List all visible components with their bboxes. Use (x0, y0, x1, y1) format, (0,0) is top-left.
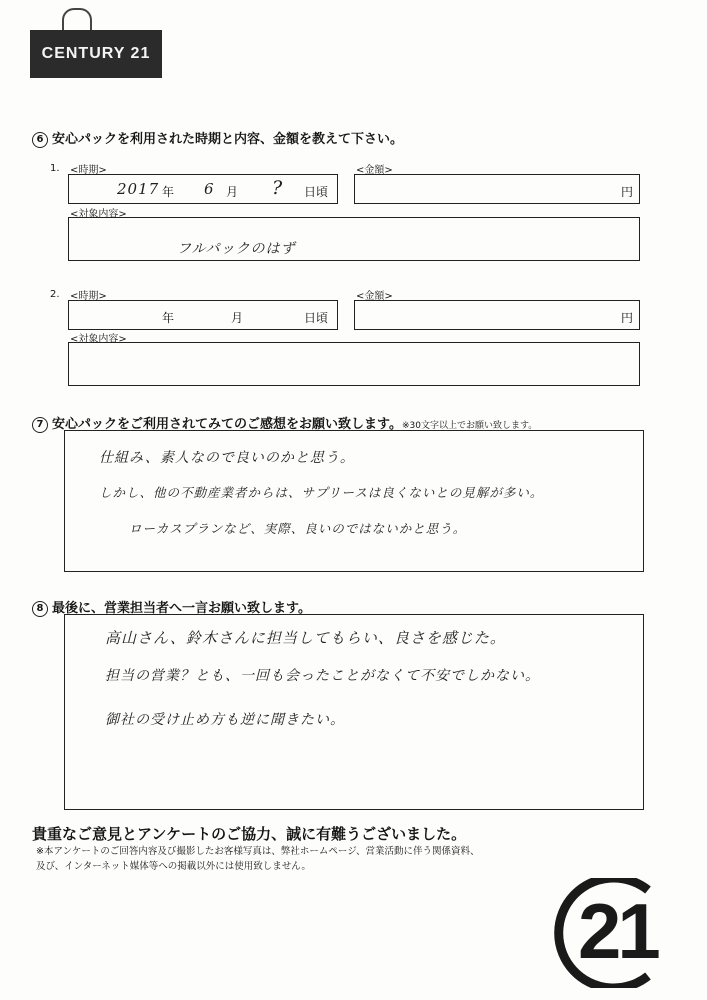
question-7-number: 7 (32, 417, 48, 433)
entry-2-amount-unit: 円 (620, 311, 633, 325)
entry-2-content-field[interactable] (68, 342, 640, 386)
entry-1-amount-unit: 円 (620, 185, 633, 199)
question-8-answer-line: 高山さん、鈴木さんに担当してもらい、良さを感じた。 (105, 629, 506, 647)
question-7-title: 7 安心パックをご利用されてみてのご感想をお願い致します。※30文字以上でお願い致します。 (32, 413, 537, 433)
disclaimer-line-2: 及び、インターネット媒体等への掲載以外には使用致しません。 (36, 861, 311, 872)
entry-1-amount-label: <金額> (356, 165, 393, 176)
question-7-answer-box[interactable] (64, 430, 644, 572)
entry-1-month-unit: 月 (226, 185, 239, 199)
entry-2-month-unit: 月 (231, 311, 244, 325)
question-7-answer-line: しかし、他の不動産業者からは、サプリースは良くないとの見解が多い。 (99, 485, 544, 500)
entry-2-index: 2. (50, 289, 60, 300)
entry-1-content-field[interactable] (68, 217, 640, 261)
entry-2-period-field[interactable] (68, 300, 338, 330)
entry-2-amount-label: <金額> (356, 291, 393, 302)
thanks-message: 貴重なご意見とアンケートのご協力、誠に有難うございました。 (32, 825, 467, 843)
question-8-answer-line: 担当の営業？とも、一回も会ったことがなくて不安でしかない。 (105, 668, 540, 684)
entry-1-amount-field[interactable] (354, 174, 640, 204)
entry-2-amount-field[interactable] (354, 300, 640, 330)
century21-logo (30, 30, 162, 78)
question-6-number: 6 (32, 132, 48, 148)
century21-mark-logo (548, 878, 668, 988)
entry-2-year-unit: 年 (162, 311, 175, 325)
mark-text: 21 (578, 887, 657, 975)
question-7-answer-line: ローカスプランなど、実際、良いのではないかと思う。 (129, 521, 467, 536)
question-7-note: ※30文字以上でお願い致します。 (401, 421, 538, 431)
entry-1-day-unit: 日頃 (304, 185, 329, 199)
entry-1-content-value: フルパックのはず (177, 241, 296, 257)
disclaimer-line-1: ※本アンケートのご回答内容及び撮影したお客様写真は、弊社ホームページ、営業活動に伴う関係資料、 (36, 846, 480, 857)
question-8-answer-box[interactable] (64, 614, 644, 810)
entry-2-content-label: <対象内容> (70, 334, 127, 345)
entry-1-year-value: 2017 (117, 180, 160, 198)
entry-1-index: 1. (50, 163, 60, 174)
question-6-title: 6 安心パックを利用された時期と内容、金額を教えて下さい。 (32, 128, 403, 148)
entry-1-month-value: 6 (204, 180, 215, 198)
logo-text: CENTURY 21 (41, 45, 151, 62)
question-8-answer-line: 御社の受け止め方も逆に聞きたい。 (105, 712, 345, 728)
entry-1-year-unit: 年 (162, 185, 175, 199)
entry-1-day-value: ? (272, 177, 284, 199)
question-8-title: 8 最後に、営業担当者へ一言お願い致します。 (32, 597, 311, 617)
entry-2-day-unit: 日頃 (304, 311, 329, 325)
entry-1-period-field[interactable] (68, 174, 338, 204)
question-7-answer-line: 仕組み、素人なので良いのかと思う。 (99, 450, 355, 466)
entry-2-period-label: <時期> (70, 291, 107, 302)
question-8-number: 8 (32, 601, 48, 617)
entry-1-content-label: <対象内容> (70, 209, 127, 220)
entry-1-period-label: <時期> (70, 165, 107, 176)
